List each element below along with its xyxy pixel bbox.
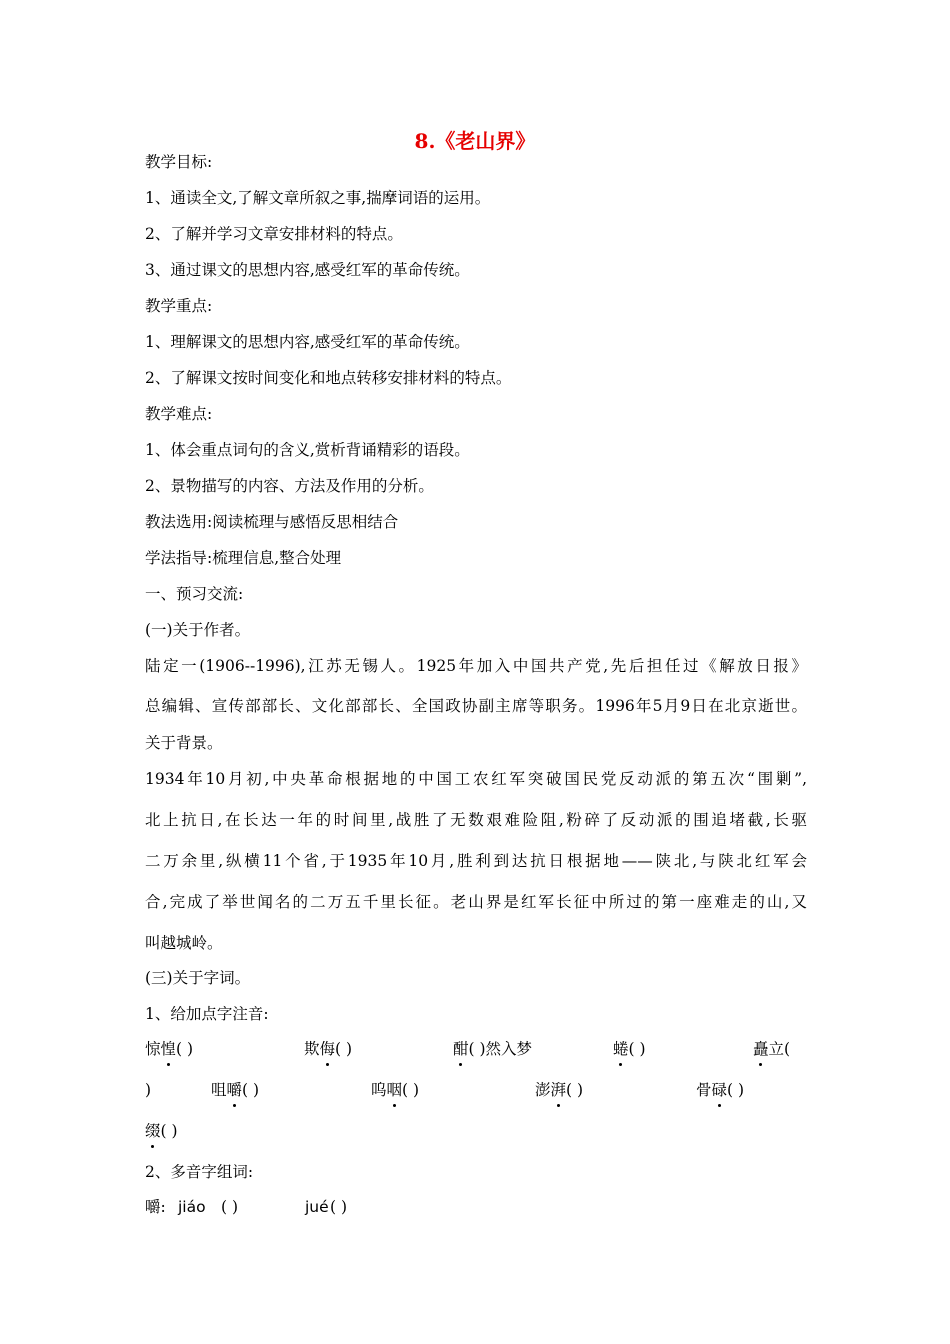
word-gulu: 骨碌( ) — [696, 1081, 745, 1099]
word-hanran: 酣( )然入梦 — [453, 1040, 533, 1058]
polyphone-char: 嚼: — [145, 1198, 166, 1216]
word-pengpai: 澎湃( ) — [535, 1081, 584, 1099]
polyphone-pinyin-2: jué — [305, 1198, 329, 1216]
exercise-1-heading: 1、给加点字注音: — [145, 1005, 269, 1023]
background-line-4: 合,完成了举世闻名的二万五千里长征。老山界是红军长征中所过的第一座难走的山,又 — [145, 893, 807, 911]
answer-blank: ( ) — [628, 1040, 646, 1058]
answer-blank: ( ) — [727, 1081, 745, 1099]
word-wuye: 呜咽( ) — [371, 1081, 420, 1099]
answer-blank: ( ) — [221, 1198, 239, 1216]
goal-item-3: 3、通过课文的思想内容,感受红军的革命传统。 — [145, 261, 470, 279]
difficult-item-2: 2、景物描写的内容、方法及作用的分析。 — [145, 477, 434, 495]
key-heading: 教学重点: — [145, 297, 213, 315]
document-title: 8.《老山界》 — [414, 129, 536, 153]
answer-blank: ( ) — [160, 1122, 178, 1140]
key-item-1: 1、理解课文的思想内容,感受红军的革命传统。 — [145, 333, 470, 351]
polyphone-pinyin-1: jiáo — [178, 1198, 206, 1216]
pinyin-row-2 — [145, 1080, 807, 1102]
answer-blank: ( ) — [402, 1081, 420, 1099]
word-zhui: 缀( ) — [145, 1122, 178, 1140]
pinyin-row-1 — [145, 1039, 807, 1061]
author-heading: (一)关于作者。 — [145, 621, 251, 639]
goal-item-1: 1、通读全文,了解文章所叙之事,揣摩词语的运用。 — [145, 189, 491, 207]
background-line-2: 北上抗日,在长达一年的时间里,战胜了无数艰难险阻,粉碎了反动派的围追堵截,长驱 — [145, 811, 807, 829]
author-line-2: 总编辑、宣传部部长、文化部部长、全国政协副主席等职务。1996年5月9日在北京逝世。 — [145, 697, 807, 715]
teaching-method: 教法选用:阅读梳理与感悟反思相结合 — [145, 513, 399, 531]
background-heading: 关于背景。 — [145, 734, 223, 752]
goals-heading: 教学目标: — [145, 153, 213, 171]
study-method: 学法指导:梳理信息,整合处理 — [145, 549, 342, 567]
word-jinghuang: 惊惶( ) — [145, 1040, 194, 1058]
author-line-1: 陆定一(1906--1996),江苏无锡人。1925年加入中国共产党,先后担任过《解放日报》 — [145, 657, 807, 675]
section-heading-1: 一、预习交流: — [145, 585, 244, 603]
answer-blank: ( ) — [176, 1040, 194, 1058]
background-line-1: 1934年10月初,中央革命根据地的中国工农红军突破国民党反动派的第五次“围剿”, — [145, 770, 807, 788]
difficult-item-1: 1、体会重点词句的含义,赏析背诵精彩的语段。 — [145, 441, 470, 459]
answer-blank: ( ) — [566, 1081, 584, 1099]
answer-blank: ( )然入梦 — [468, 1040, 533, 1058]
exercise-2-heading: 2、多音字组词: — [145, 1163, 254, 1181]
polyphone-row — [145, 1197, 807, 1219]
word-chuli: 矗立( — [753, 1040, 791, 1058]
answer-blank: ( ) — [330, 1198, 348, 1216]
pinyin-row-3 — [145, 1121, 807, 1143]
answer-blank-close: ) — [145, 1081, 152, 1099]
background-line-5: 叫越城岭。 — [145, 934, 223, 952]
background-line-3: 二万余里,纵横11个省,于1935年10月,胜利到达抗日根据地——陕北,与陕北红军会 — [145, 852, 807, 870]
word-quan: 蜷( ) — [613, 1040, 646, 1058]
words-heading: (三)关于字词。 — [145, 969, 251, 987]
difficult-heading: 教学难点: — [145, 405, 213, 423]
answer-blank: ( ) — [242, 1081, 260, 1099]
key-item-2: 2、了解课文按时间变化和地点转移安排材料的特点。 — [145, 369, 512, 387]
word-qiwu: 欺侮( ) — [304, 1040, 353, 1058]
answer-blank: ( ) — [335, 1040, 353, 1058]
word-jujue: 咀嚼( ) — [211, 1081, 260, 1099]
goal-item-2: 2、了解并学习文章安排材料的特点。 — [145, 225, 403, 243]
